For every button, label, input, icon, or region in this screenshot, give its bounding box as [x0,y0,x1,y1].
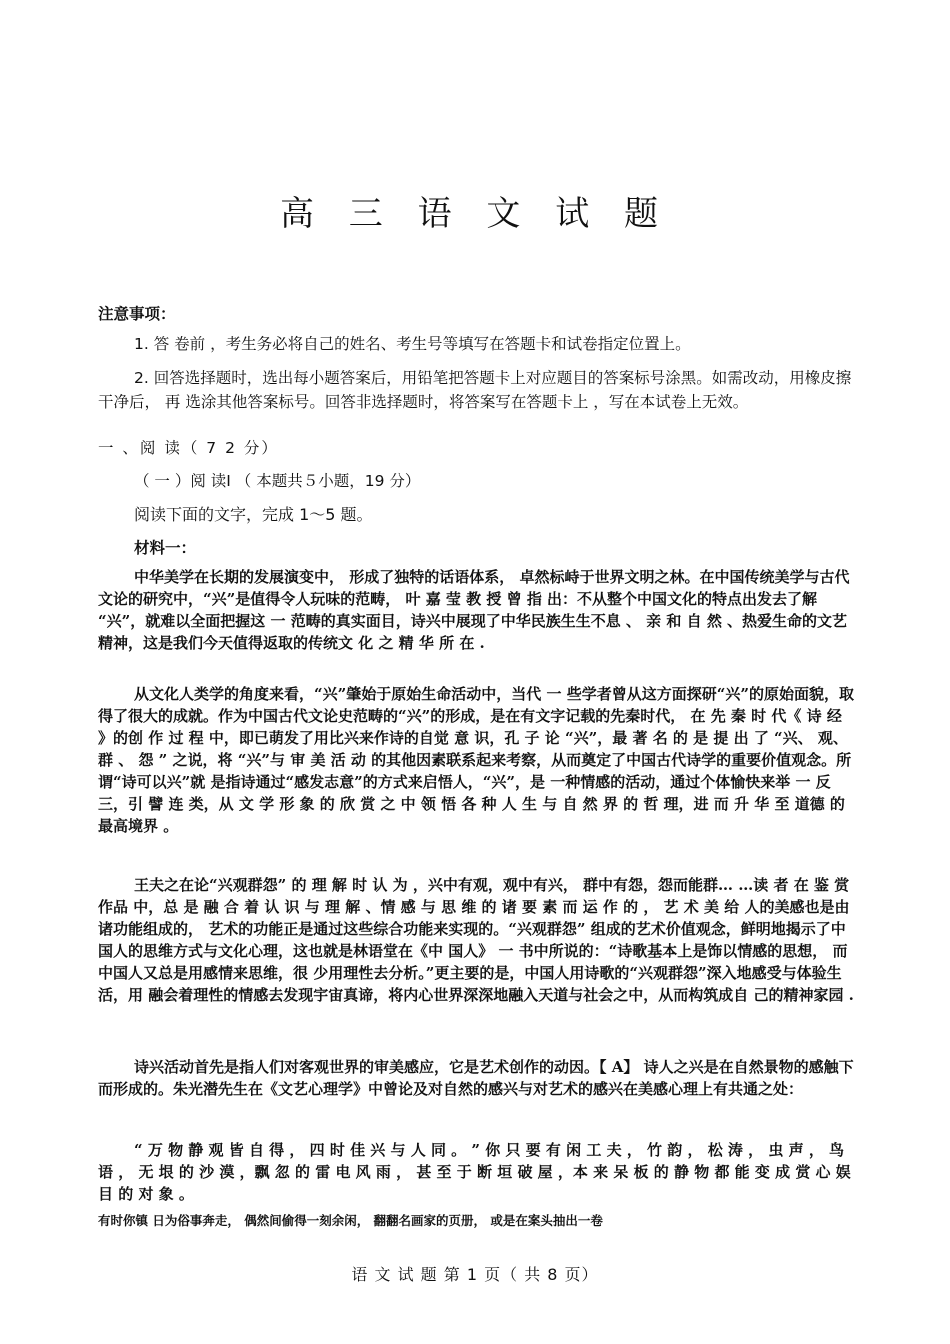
page-footer: 语 文 试 题 第 1 页（ 共 8 页） [351,1265,599,1284]
paragraph-1: 中华美学在长期的发展演变中， 形成了独特的话语体系， 卓然标峙于世界文明之林。在中国传统美学与古代文论的研究中，“兴”是值得令人玩味的范畴， 叶 嘉 莹 教 授 曾 指 出：不从整个中国文化的特点出发去了解 “兴”，就难以全面把握这 一 范畴的真实面目，诗兴中展现了中华民族生生不息 、 亲 和 自 然 、热爱生命的文艺精神，这是我们今天值得返取的传统文 化 之 精 华 所 在 . [98,568,850,652]
paragraph-3: 王夫之在论“兴观群怨” 的 理 解 时 认 为 ，兴中有观，观中有兴， 群中有怨，怨而能群… …读 者 在 鉴 赏 作品 中，总 是 融 合 着 认 识 与 理 解 、情 感 与 思 维 的 诸 要 素 而 运 作 的 ， 艺 术 美 给 人的美感也是由诸功能组成的， 艺术的功能正是通过这些综合功能来实现的。“兴观群怨” 组成的艺术价值观念，鲜明地揭示了中国人的思维方式与文化心理，这也就是林语堂在《中 国人》 一 书中所说的：“诗歌基本上是饰以情感的思想， 而中国人又总是用感情来思维，很 少用理性去分析。”更主要的是，中国人用诗歌的“兴观群怨”深入地感受与体验生活，用 融会着理性的情感去发现宇宙真谛，将内心世界深深地融入天道与社会之中，从而构筑成自 己的精神家园 . [98,876,854,1004]
notice-heading: 注意事项： [98,305,176,323]
paragraph-4: 诗兴活动首先是指人们对客观世界的审美感应，它是艺术创作的动因。【 A】 诗人之兴是在自然景物的感触下而形成的。朱光潜先生在《文艺心理学》中曾论及对自然的感兴与对艺术的感兴在美感心理上有共通之处： [98,1058,854,1098]
reading-instruction: 阅读下面的文字，完成 1～5 题。 [134,505,373,524]
page-title: 高 三 语 文 试 题 [279,194,671,234]
quote-paragraph: “ 万 物 静 观 皆 自 得 ， 四 时 佳 兴 与 人 同 。 ” 你 只 要 有 闲 工 夫 ， 竹 韵 ， 松 涛 ， 虫 声 ， 鸟 语 ， 无 垠 的 沙 漠 ，飘 忽 的 雷 电 风 雨 ， 甚 至 于 断 垣 破 屋 ，本 来 呆 板 的 静 物 都 能 变 成 赏 心 娱 目 的 对 象 。 [98,1141,851,1203]
section-heading: 一 、阅 读（ 7 2 分） [98,439,279,457]
notice-item-1: 1. 答 卷前 ，考生务必将自己的姓名、考生号等填写在答题卡和试卷指定位置上。 [134,335,691,353]
subsection-heading: （ 一 ）阅 读Ⅰ （ 本题共５小题，19 分） [134,472,421,490]
notice-item-2: 2. 回答选择题时，选出每小题答案后，用铅笔把答题卡上对应题目的答案标号涂黑。如需改动，用橡皮擦干净后， 再 选涂其他答案标号。回答非选择题时，将答案写在答题卡上 ，写在本试卷上无效。 [98,369,852,411]
material-label: 材料一： [134,539,197,557]
paragraph-6: 有时你镇 日为俗事奔走， 偶然间偷得一刻余闲， 翻翻名画家的页册， 或是在案头抽出一卷 [98,1213,603,1228]
paragraph-2: 从文化人类学的角度来看，“兴”肇始于原始生命活动中，当代 一 些学者曾从这方面探研“兴”的原始面貌，取得了很大的成就。作为中国古代文论史范畴的“兴”的形成，是在有文字记载的先秦时代， 在 先 秦 时 代《 诗 经 》的创 作 过 程 中，即已萌发了用比兴来作诗的自觉 意 识，孔 子 论 “兴”，最 著 名 的 是 提 出 了 “兴、 观、 群 、 怨 ” 之说，将 “兴”与 审 美 活 动 的其他因素联系起来考察，从而奠定了中国古代诗学的重要价值观念。所谓“诗可以兴”就 是指诗通过“感发志意”的方式来启悟人，“兴”，是 一种情感的活动，通过个体愉快来举 一 反三，引 譬 连 类，从 文 学 形 象 的 欣 赏 之 中 领 悟 各 种 人 生 与 自 然 界 的 哲 理，进 而 升 华 至 道德 的最高境界 。 [98,685,854,835]
